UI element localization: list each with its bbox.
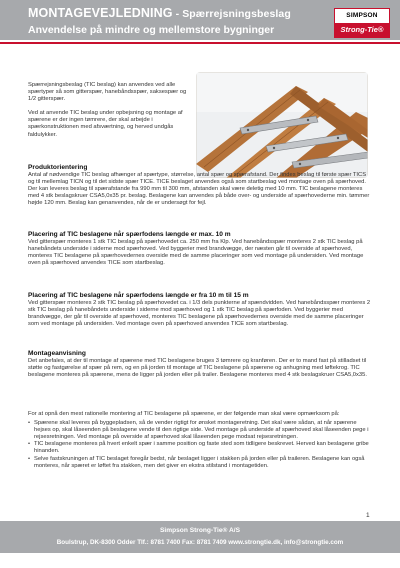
section-body: Det anbefales, at der til montage af spærene med TIC beslagene bruges 3 tømrere og kranføren. Der er to mand fast på stilladset til støtte og fastgørelse af spær på rem, og en på jorden til montage af TIC beslagene på spærene og anhugning med løftekrog. TIC beslagene monteres på spærene, mens de ligger på jorden eller på trailer. Beslagene monteres med 4 stk beslagskruer CSA5,0x35. bbox=[28, 358, 367, 379]
roof-truss-illustration bbox=[196, 72, 368, 178]
section-body: Antal af nødvendige TIC beslag afhænger af spærtype, størrelse, antal spær og spærafstand. Der findes beslag til første spær TICS og til mellemlag TICN og til det sidste spær TICE. TICE beslaget anvendes også som startbeslag ved montage oven på spærhoved. Der kan leveres beslag til spærafstande fra 990 mm til 300 mm, afstanden skal være deletig med 10 mm. TIC beslagene monteres med 4 stk beslagskruer CSA5,0x35 pr. beslag. Beslagene kan anvendes på både over- og underside af spærhovederne min. tømmer højde 120 mm. Beslag kan genanvendes, når de er undersøgt for fejl. bbox=[28, 172, 370, 207]
notes-lead: For at opnå den mest rationelle montering af TIC beslagene på spærene, er der følgende man skal være opmærksom på: bbox=[28, 411, 340, 417]
logo-wordmark-bottom bbox=[335, 23, 389, 37]
footer-address: Boulstrup, DK-8300 Odder Tlf.: 8781 7400 Fax: 8781 7409 www.strongtie.dk, info@strongtie.com bbox=[56, 539, 344, 546]
document-title-separator: - bbox=[172, 8, 183, 20]
document-subtitle: Anvendelse på mindre og mellemstore bygninger bbox=[28, 24, 275, 36]
list-item: • TIC beslagene monteres på hvert enkelt spær i samme position og faste sted som tidligere beskrevet. Herved kan beslagene gribe hinanden. bbox=[28, 441, 374, 455]
section-heading: Montageanvisning bbox=[28, 350, 86, 357]
section-notes bbox=[28, 411, 374, 470]
document-title bbox=[28, 6, 328, 20]
page-number: 1 bbox=[366, 512, 370, 519]
section-mounting-instructions bbox=[28, 350, 374, 379]
section-heading: Placering af TIC beslagene når spærfodens længde er fra 10 m til 15 m bbox=[28, 292, 249, 299]
section-heading: Placering af TIC beslagene når spærfodens længde er max. 10 m bbox=[28, 231, 231, 238]
intro-paragraph: Ved at anvende TIC beslag under opbejsning og montage af spærene er der ingen tømrere, der skal arbejde i spærkonstruktionen med afsværtning, og herved undgås faldulykker. bbox=[28, 110, 183, 138]
section-body: Ved gitterspær monteres 2 stk TIC beslag på spærhovedet ca. i 1/3 dels punkterne af spændvidden. Ved hanebåndsspær monteres 2 stk TIC beslag på hanebåndets underside i siderne mod spærhoved og 1 stk TIC beslag på spærfoden. Ved byggerier med brandvægge, der går til overside af spærhoved, monteres TIC beslagene på spærhovedernes overside med de samme placeringer som ved montage på undersiden. Ved montage oven på spærhoved anvendes TICE som startbeslag. bbox=[28, 300, 371, 328]
document-title-main: MONTAGEVEJLEDNING bbox=[28, 6, 173, 20]
intro-block bbox=[28, 82, 188, 139]
footer-band bbox=[0, 521, 400, 553]
section-product-orientation bbox=[28, 164, 374, 207]
document-title-sub: Spærrejsningsbeslag bbox=[182, 8, 291, 20]
notes-list bbox=[28, 420, 374, 470]
section-heading: Produktorientering bbox=[28, 164, 88, 171]
logo-registered-mark: ® bbox=[377, 25, 384, 34]
header-divider bbox=[0, 42, 400, 44]
product-photo bbox=[196, 72, 368, 178]
logo-wordmark-top: SIMPSON bbox=[346, 12, 378, 19]
section-placement-15m bbox=[28, 292, 374, 328]
footer-company: Simpson Strong-Tie® A/S bbox=[160, 527, 240, 534]
section-body: Ved gitterspær monteres 1 stk TIC beslag på spærhovedet ca. 250 mm fra Klp. Ved hanebåndsspær monteres 2 stk TIC beslag på hanebåndets underside i siderne mod spærhoved. Ved byggerier med brandvægge, der næsten går til overside af spærhoved, monteres TIC beslagene på spærhovedernes overside med de samme placeringer som ved montage på undersiden. Ved montage oven på spærhoved anvendes TICE som startbeslag. bbox=[28, 239, 364, 267]
intro-paragraph: Spærrejsningsbeslag (TIC beslag) kan anvendes ved alle spærtyper så som gitterspær, hanebåndsspær, saksespær og 1/2 gitterspær. bbox=[28, 82, 187, 103]
logo-bottom-text: Strong-Tie bbox=[340, 25, 378, 34]
list-item: • Selve fastskruningen af TIC beslaget foregår bedst, når beslaget ligger i stakken på jorden eller på traileren. Beslagene kan også monteres, når spæret er løftet fra stakken, men det giver en ekstra stilstand i montagetiden. bbox=[28, 456, 374, 470]
simpson-strong-tie-logo bbox=[334, 8, 390, 38]
list-item: • Spærene skal leveres på byggepladsen, så de vender rigtigt for ønsket montageretning. Det skal være sådan, at når spærene hejses op, skal låseenden på beslagene vende til den rigtige side. Ved montage på underside af spærhoved skal låseenden pege i rejsesretningen. Ved montage på overside af spærhoved skal låseenden pege modsat rejsesretningen. bbox=[28, 420, 374, 441]
section-placement-10m bbox=[28, 231, 374, 267]
